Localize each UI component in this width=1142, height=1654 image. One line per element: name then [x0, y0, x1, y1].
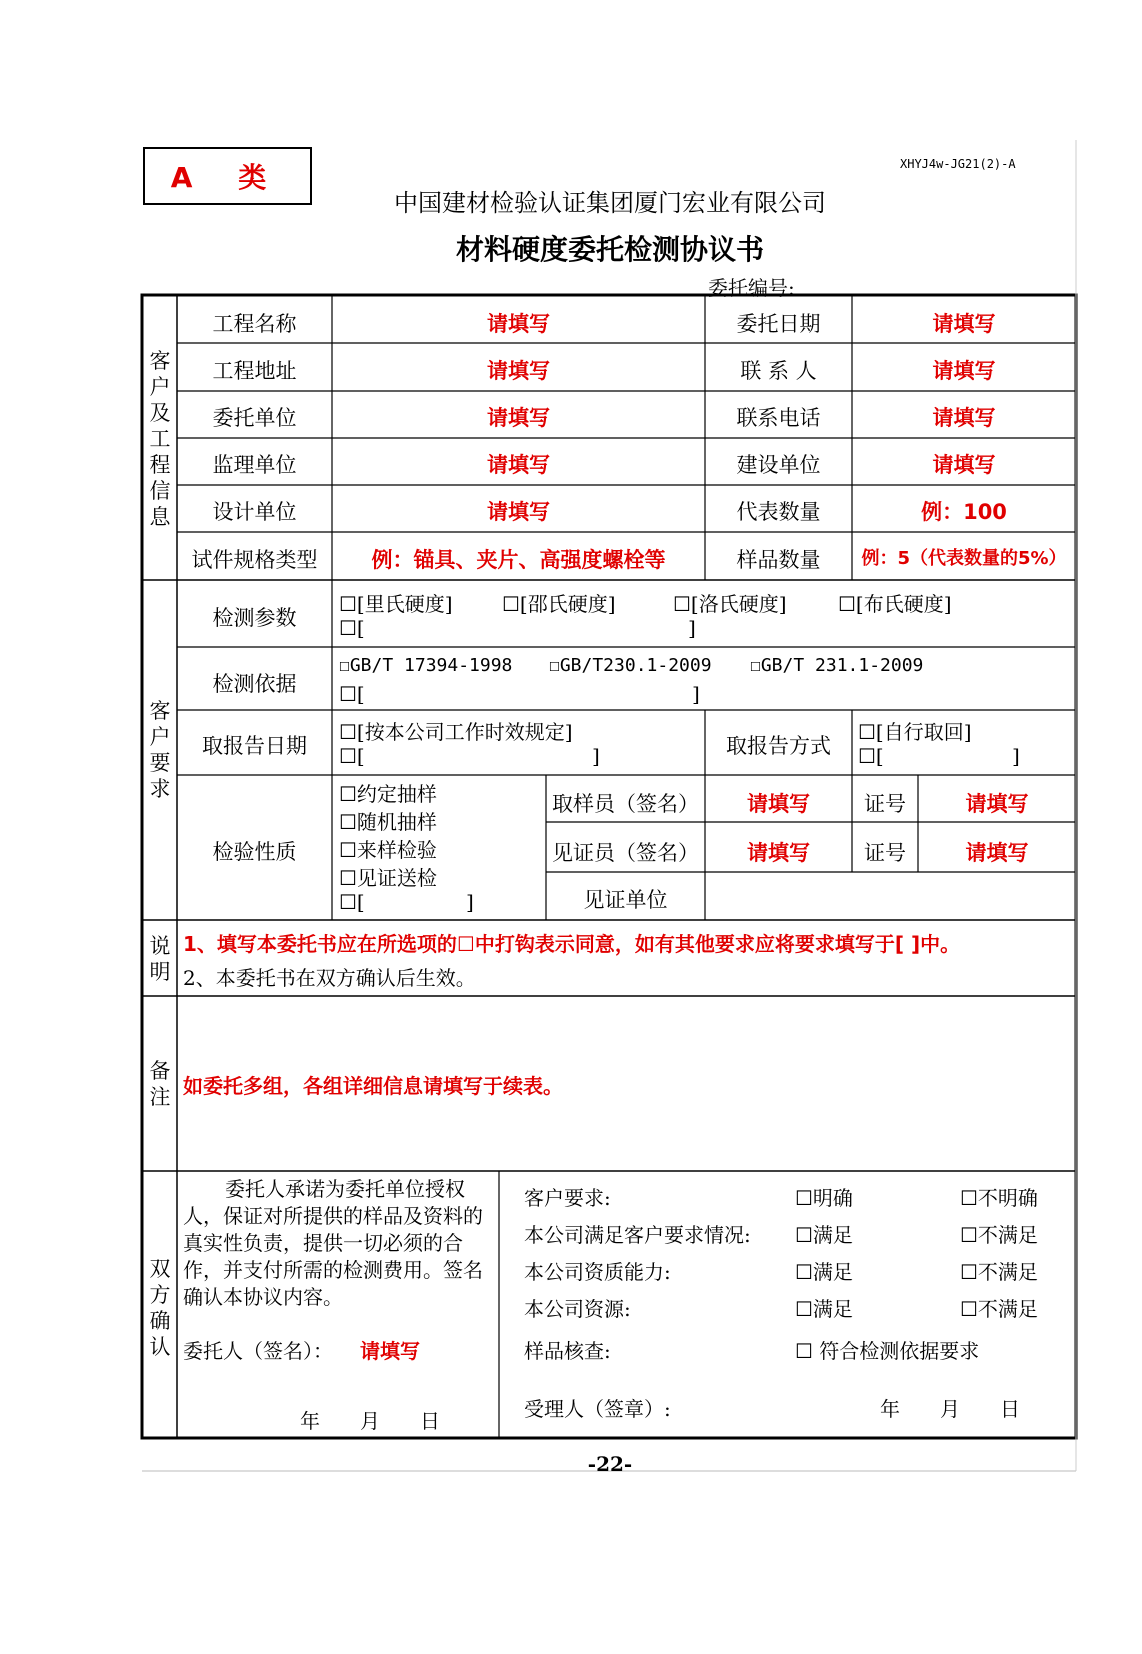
supervision-unit-field[interactable]: 请填写 [487, 453, 550, 477]
project-name-field[interactable]: 请填写 [487, 312, 550, 336]
option-random-sampling[interactable]: ☐随机抽样 [339, 810, 437, 834]
basis-other-bracket: ] [692, 682, 700, 706]
label-receiver: 受理人（签章）: [524, 1397, 671, 1421]
option-qualification-yes[interactable]: ☐满足 [795, 1260, 853, 1284]
sampler-cert-field[interactable]: 请填写 [965, 792, 1029, 816]
label-phone: 联系电话 [736, 406, 821, 430]
entrust-date-field[interactable]: 请填写 [932, 312, 996, 336]
client-promise-text: 委托人承诺为委托单位授权人，保证对所提供的样品及资料的真实性负责，提供一切必须的合作，并支付所需的检测费用。签名确认本协议内容。 [183, 1177, 483, 1309]
option-report-date-other[interactable]: ☐[ [339, 744, 365, 768]
section-client-label: 客 户 及 工 程 信 息 [149, 349, 171, 529]
witness-unit-field[interactable] [705, 884, 1076, 914]
label-sampler: 取样员（签名） [552, 792, 699, 816]
label-test-basis: 检测依据 [212, 672, 297, 696]
sample-qty-field[interactable]: 例：5（代表数量的5%） [861, 548, 1067, 569]
option-basis-other[interactable]: ☐[ [339, 682, 365, 706]
section-note-label: 说 明 [149, 934, 171, 984]
note-line-2: 2、本委托书在双方确认后生效。 [183, 966, 476, 990]
option-report-date-default[interactable]: ☐[按本公司工作时效规定] [339, 720, 573, 744]
label-contact: 联 系 人 [740, 359, 817, 383]
design-unit-field[interactable]: 请填写 [487, 500, 550, 524]
option-unclear[interactable]: ☐不明确 [960, 1186, 1038, 1210]
client-unit-field[interactable]: 请填写 [487, 406, 550, 430]
option-rockwell-hardness[interactable]: ☐[洛氏硬度] [673, 592, 787, 616]
option-meet-yes[interactable]: ☐满足 [795, 1223, 853, 1247]
label-sample-check: 样品核查: [524, 1339, 611, 1363]
class-badge: A 类 [143, 147, 312, 205]
label-customer-requirement: 客户要求: [524, 1186, 611, 1210]
option-gbt-231[interactable]: ☐GB/T 231.1-2009 [750, 655, 924, 676]
report-method-other-bracket: ] [1012, 744, 1020, 768]
option-report-method-other[interactable]: ☐[ [858, 744, 884, 768]
label-sampler-cert: 证号 [864, 792, 906, 816]
phone-field[interactable]: 请填写 [932, 406, 996, 430]
option-gbt-17394[interactable]: ☐GB/T 17394-1998 [339, 655, 513, 676]
label-inspection-nature: 检验性质 [212, 840, 297, 864]
label-design-unit: 设计单位 [212, 500, 297, 524]
section-remark-label: 备 注 [149, 1059, 171, 1109]
option-incoming-sample[interactable]: ☐来样检验 [339, 838, 437, 862]
section-requirement-label: 客 户 要 求 [149, 699, 171, 801]
construction-unit-field[interactable]: 请填写 [932, 453, 996, 477]
nature-other-bracket: ] [466, 890, 474, 914]
option-self-pickup[interactable]: ☐[自行取回] [858, 720, 972, 744]
label-client-signer: 委托人（签名）： [183, 1339, 333, 1363]
represent-qty-field[interactable]: 例：100 [921, 500, 1007, 524]
project-address-field[interactable]: 请填写 [487, 359, 550, 383]
sampler-signature-field[interactable]: 请填写 [747, 792, 810, 816]
company-name: 中国建材检验认证集团厦门宏业有限公司 [394, 189, 826, 217]
witness-signature-field[interactable]: 请填写 [747, 841, 810, 865]
label-supervision-unit: 监理单位 [212, 453, 297, 477]
label-witness-cert: 证号 [864, 841, 906, 865]
option-gbt-230[interactable]: ☐GB/T230.1-2009 [549, 655, 712, 676]
label-witness-unit: 见证单位 [583, 888, 668, 912]
client-signature-field[interactable]: 请填写 [360, 1339, 420, 1363]
client-sign-date: 年 月 日 [300, 1409, 440, 1433]
report-date-other-bracket: ] [592, 744, 600, 768]
option-shore-hardness[interactable]: ☐[邵氏硬度] [502, 592, 616, 616]
label-entrust-date: 委托日期 [736, 312, 821, 336]
label-meet-requirement: 本公司满足客户要求情况: [524, 1223, 751, 1247]
label-report-method: 取报告方式 [726, 734, 831, 758]
label-test-params: 检测参数 [212, 606, 297, 630]
receiver-date: 年 月 日 [880, 1397, 1020, 1421]
option-brinell-hardness[interactable]: ☐[布氏硬度] [838, 592, 952, 616]
option-leeb-hardness[interactable]: ☐[里氏硬度] [339, 592, 453, 616]
option-agreed-sampling[interactable]: ☐约定抽样 [339, 782, 437, 806]
label-specimen-type: 试件规格类型 [191, 548, 318, 572]
option-sample-conforms[interactable]: ☐ 符合检测依据要求 [795, 1339, 980, 1363]
page-number: -22- [587, 1452, 633, 1476]
label-construction-unit: 建设单位 [736, 453, 821, 477]
document-code: XHYJ4w-JG21(2)-A [900, 157, 1016, 171]
option-resources-yes[interactable]: ☐满足 [795, 1297, 853, 1321]
label-resources: 本公司资源: [524, 1297, 631, 1321]
label-represent-qty: 代表数量 [736, 500, 821, 524]
option-qualification-no[interactable]: ☐不满足 [960, 1260, 1038, 1284]
remark-text[interactable]: 如委托多组，各组详细信息请填写于续表。 [183, 1074, 563, 1098]
label-qualification: 本公司资质能力: [524, 1260, 671, 1284]
label-project-address: 工程地址 [212, 359, 297, 383]
specimen-type-field[interactable]: 例：锚具、夹片、高强度螺栓等 [371, 548, 666, 572]
label-client-unit: 委托单位 [212, 406, 297, 430]
option-resources-no[interactable]: ☐不满足 [960, 1297, 1038, 1321]
page-title: 材料硬度委托检测协议书 [455, 233, 764, 266]
label-project-name: 工程名称 [212, 312, 297, 336]
label-sample-qty: 样品数量 [736, 548, 821, 572]
option-clear[interactable]: ☐明确 [795, 1186, 853, 1210]
entrust-number-label: 委托编号: [708, 276, 795, 300]
option-params-other[interactable]: ☐[ [339, 616, 365, 640]
label-report-date: 取报告日期 [202, 734, 307, 758]
option-witness-delivery[interactable]: ☐见证送检 [339, 866, 437, 890]
label-witness: 见证员（签名） [552, 841, 699, 865]
option-meet-no[interactable]: ☐不满足 [960, 1223, 1038, 1247]
witness-cert-field[interactable]: 请填写 [965, 841, 1029, 865]
contact-field[interactable]: 请填写 [932, 359, 996, 383]
params-other-bracket: ] [688, 616, 696, 640]
section-confirm-label: 双 方 确 认 [149, 1257, 171, 1359]
option-nature-other[interactable]: ☐[ [339, 890, 365, 914]
note-line-1: 1、填写本委托书应在所选项的☐中打钩表示同意，如有其他要求应将要求填写于[ ]中。 [183, 932, 961, 956]
